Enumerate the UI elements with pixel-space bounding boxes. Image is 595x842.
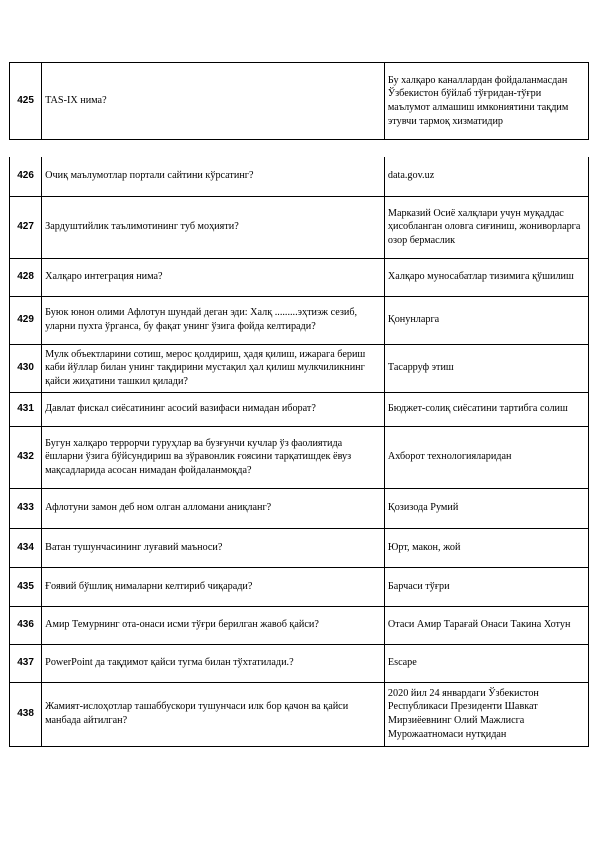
table-row: [10, 426, 589, 488]
question-cell: Амир Темурнинг ота-онаси исми тўғри берилган жавоб қайси?: [42, 606, 385, 644]
question-cell: Афлотуни замон деб ном олган алломани аниқланг?: [42, 488, 385, 528]
row-number: 425: [10, 63, 42, 140]
row-number: 430: [10, 344, 42, 392]
table-row: [10, 258, 589, 296]
table-row: [10, 296, 589, 344]
table-row: [10, 63, 589, 140]
answer-cell: Отаси Амир Тарағай Онаси Такина Хотун: [384, 606, 588, 644]
question-cell: Очиқ маълумотлар портали сайтини кўрсатинг?: [42, 157, 385, 196]
question-cell: Буюк юнон олими Афлотун шундай деган эди: Халқ .........эҳтиэж сезиб, уларни пухта ўрганса, бу фақат унинг ўзига фойда келтиради?: [42, 296, 385, 344]
answer-cell: Бу халқаро каналлардан фойдаланмасдан Ўзбекистон бўйлаб тўғридан-тўғри маълумот алмашиш имкониятини тақдим этувчи тармоқ хизматидир: [384, 63, 588, 140]
table-row: [10, 157, 589, 196]
answer-cell: Тасарруф этиш: [384, 344, 588, 392]
answer-cell: 2020 йил 24 январдаги Ўзбекистон Республикаси Президенти Шавкат Мирзиёевнинг Олий Мажлисга Мурожаатномаси нутқидан: [384, 682, 588, 746]
answer-cell: Барчаси тўғри: [384, 567, 588, 606]
table-row: [10, 528, 589, 567]
question-cell: TAS-IX нима?: [42, 63, 385, 140]
answer-cell: Бюджет-солиқ сиёсатини тартибга солиш: [384, 392, 588, 426]
row-number: 428: [10, 258, 42, 296]
row-number: 426: [10, 157, 42, 196]
question-cell: Зардуштийлик таълимотининг туб моҳияти?: [42, 196, 385, 258]
question-cell: Давлат фискал сиёсатининг асосий вазифаси нимадан иборат?: [42, 392, 385, 426]
question-cell: Мулк объектларини сотиш, мерос қолдириш, ҳадя қилиш, ижарага бериш каби йўллар билан унинг тақдирини мустақил ҳал қилиш мулкчиликнинг қайси жиҳатини ташкил қилади?: [42, 344, 385, 392]
question-cell: Жамият-ислоҳотлар ташаббускори тушунчаси илк бор қачон ва қайси манбада айтилган?: [42, 682, 385, 746]
row-number: 438: [10, 682, 42, 746]
answer-cell: Ахборот технологияларидан: [384, 426, 588, 488]
row-number: 429: [10, 296, 42, 344]
answer-cell: Escape: [384, 644, 588, 682]
table-row: [10, 567, 589, 606]
answer-cell: Юрт, макон, жой: [384, 528, 588, 567]
row-number: 431: [10, 392, 42, 426]
table-row: [10, 644, 589, 682]
question-cell: PowerPoint да тақдимот қайси тугма билан тўхтатилади.?: [42, 644, 385, 682]
table-row: [10, 344, 589, 392]
qa-table: [9, 157, 589, 747]
answer-cell: data.gov.uz: [384, 157, 588, 196]
table-row: [10, 488, 589, 528]
row-number: 427: [10, 196, 42, 258]
row-number: 434: [10, 528, 42, 567]
answer-cell: Марказий Осиё халқлари учун муқаддас ҳисобланган оловга сиғиниш, жониворларга озор бермаслик: [384, 196, 588, 258]
question-cell: Бугун халқаро террорчи гуруҳлар ва бузғунчи кучлар ўз фаолиятида ёшларни ўзига бўйсундириш ва зўравонлик ғоясини тарқатишдек ёвуз мақсадларида асосан нимадан фойдаланмоқда?: [42, 426, 385, 488]
row-number: 435: [10, 567, 42, 606]
table-row: [10, 682, 589, 746]
row-number: 437: [10, 644, 42, 682]
question-cell: Ғоявий бўшлиқ нималарни келтириб чиқаради?: [42, 567, 385, 606]
row-number: 433: [10, 488, 42, 528]
table-row: [10, 392, 589, 426]
qa-table-top: [9, 62, 589, 140]
row-number: 436: [10, 606, 42, 644]
answer-cell: Халқаро муносабатлар тизимига қўшилиш: [384, 258, 588, 296]
question-cell: Ватан тушунчасининг луғавий маъноси?: [42, 528, 385, 567]
row-number: 432: [10, 426, 42, 488]
table-row: [10, 606, 589, 644]
table-row: [10, 196, 589, 258]
question-cell: Халқаро интеграция нима?: [42, 258, 385, 296]
answer-cell: Қонунларга: [384, 296, 588, 344]
answer-cell: Қозизода Румий: [384, 488, 588, 528]
